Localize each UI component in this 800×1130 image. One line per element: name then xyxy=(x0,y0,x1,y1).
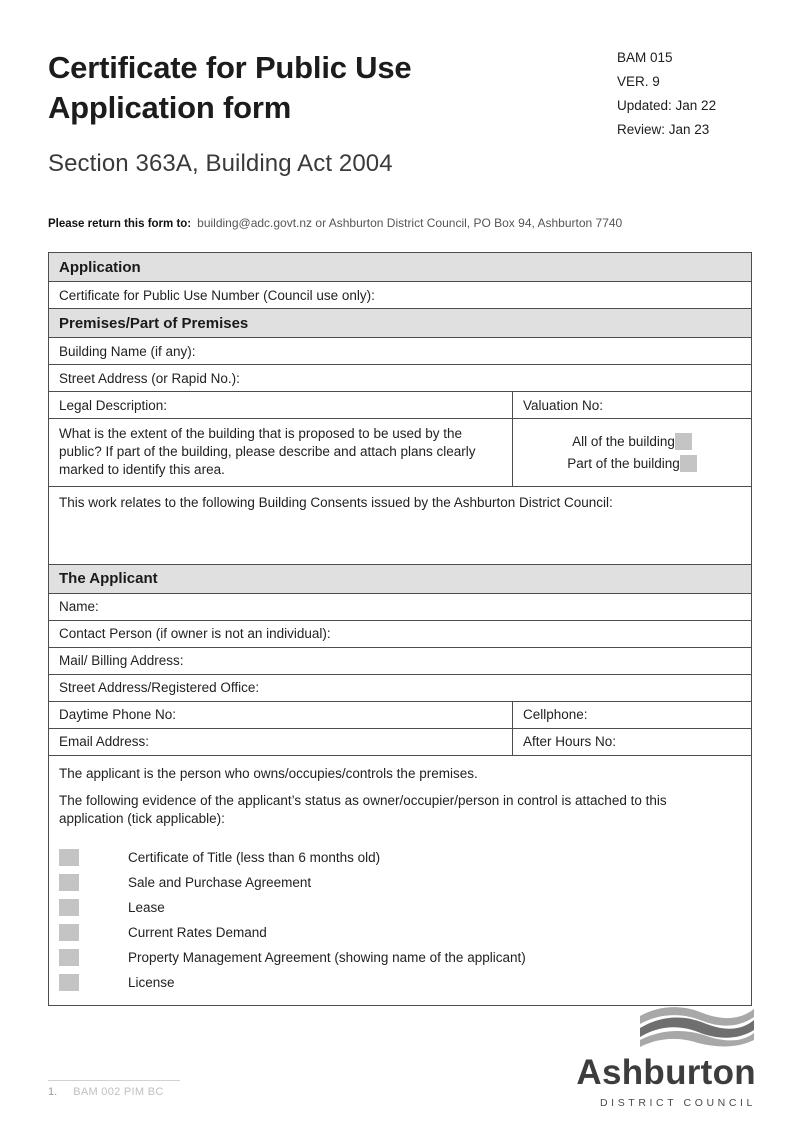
row-email-afterhours xyxy=(49,729,751,756)
daytime-phone-label: Daytime Phone No: xyxy=(59,707,177,723)
evidence-label: Certificate of Title (less than 6 months old) xyxy=(128,849,381,865)
row-contact-person xyxy=(49,621,751,648)
applicant-status-text: The applicant is the person who owns/occupies/controls the premises. xyxy=(59,765,478,781)
checkbox-all-of-building[interactable] xyxy=(675,433,692,450)
cpu-number-label: Certificate for Public Use Number (Council use only): xyxy=(59,287,375,303)
checkbox-current-rates-demand[interactable] xyxy=(59,924,79,941)
row-street-address xyxy=(49,365,751,392)
application-form-table xyxy=(48,252,752,1006)
row-legal-valuation xyxy=(49,392,751,419)
doc-updated: Updated: Jan 22 xyxy=(617,98,717,113)
after-hours-cell xyxy=(513,729,751,755)
cellphone-label: Cellphone: xyxy=(523,707,588,723)
council-subtitle: DISTRICT COUNCIL xyxy=(600,1096,756,1109)
row-building-consents xyxy=(49,487,751,565)
checkbox-part-of-building[interactable] xyxy=(680,455,697,472)
street-address-label: Street Address (or Rapid No.): xyxy=(59,370,240,386)
footer-reference xyxy=(48,1080,180,1098)
option-all-of-building xyxy=(572,433,692,450)
checkbox-property-management-agreement[interactable] xyxy=(59,949,79,966)
daytime-phone-cell xyxy=(49,702,513,728)
row-evidence xyxy=(49,756,751,1006)
list-item xyxy=(59,870,739,895)
email-label: Email Address: xyxy=(59,734,150,750)
section-premises: Premises/Part of Premises xyxy=(49,309,751,338)
checkbox-sale-purchase-agreement[interactable] xyxy=(59,874,79,891)
cellphone-cell xyxy=(513,702,751,728)
list-item xyxy=(59,920,739,945)
checkbox-license[interactable] xyxy=(59,974,79,991)
checkbox-certificate-of-title[interactable] xyxy=(59,849,79,866)
option-all-label: All of the building xyxy=(572,433,675,449)
applicant-name-label: Name: xyxy=(59,599,99,615)
option-part-of-building xyxy=(567,455,697,472)
row-phones xyxy=(49,702,751,729)
doc-meta xyxy=(617,46,716,142)
doc-code: BAM 015 xyxy=(617,50,673,65)
doc-review: Review: Jan 23 xyxy=(617,122,710,137)
page-number: 1. xyxy=(48,1086,58,1098)
email-cell xyxy=(49,729,513,755)
legal-description-label: Legal Description: xyxy=(59,397,168,413)
evidence-label: Lease xyxy=(128,899,165,915)
list-item xyxy=(59,970,739,995)
return-label: Please return this form to: xyxy=(48,218,192,230)
extent-question: What is the extent of the building that is proposed to be used by the public? If part of the building, please describe and attach plans clearly marked to identify this area. xyxy=(59,426,476,478)
row-building-name xyxy=(49,338,751,365)
building-name-label: Building Name (if any): xyxy=(59,343,196,359)
valuation-cell xyxy=(513,392,751,418)
evidence-instruction: The following evidence of the applicant’s status as owner/occupier/person in control is attached to this application (tick applicable): xyxy=(59,792,667,827)
option-part-label: Part of the building xyxy=(567,455,680,471)
legal-description-cell xyxy=(49,392,513,418)
page-title: Certificate for Public Use Application form xyxy=(48,50,412,125)
council-waves-icon xyxy=(638,1035,756,1052)
page-subtitle: Section 363A, Building Act 2004 xyxy=(48,150,393,177)
contact-person-label: Contact Person (if owner is not an individual): xyxy=(59,626,331,642)
after-hours-label: After Hours No: xyxy=(523,734,617,750)
return-instruction xyxy=(48,216,752,230)
council-logo xyxy=(546,1002,756,1109)
doc-version: VER. 9 xyxy=(617,74,660,89)
checkbox-lease[interactable] xyxy=(59,899,79,916)
list-item xyxy=(59,845,739,870)
list-item xyxy=(59,895,739,920)
valuation-label: Valuation No: xyxy=(523,397,604,413)
section-applicant: The Applicant xyxy=(49,565,751,594)
section-application: Application xyxy=(49,253,751,282)
list-item xyxy=(59,945,739,970)
doc-ref: BAM 002 PIM BC xyxy=(73,1086,164,1098)
evidence-label: License xyxy=(128,974,175,990)
extent-options-cell xyxy=(513,419,751,486)
building-consents-label: This work relates to the following Building Consents issued by the Ashburton District Council: xyxy=(59,494,613,510)
row-cpu-number xyxy=(49,282,751,309)
evidence-label: Property Management Agreement (showing name of the applicant) xyxy=(128,949,526,965)
row-mail-address xyxy=(49,648,751,675)
evidence-label: Sale and Purchase Agreement xyxy=(128,874,312,890)
street-office-label: Street Address/Registered Office: xyxy=(59,680,260,696)
row-extent xyxy=(49,419,751,487)
mail-address-label: Mail/ Billing Address: xyxy=(59,653,184,669)
evidence-label: Current Rates Demand xyxy=(128,924,267,940)
row-applicant-name xyxy=(49,594,751,621)
return-address: building@adc.govt.nz or Ashburton District Council, PO Box 94, Ashburton 7740 xyxy=(197,216,623,230)
row-street-office xyxy=(49,675,751,702)
council-name: Ashburton xyxy=(576,1053,756,1092)
evidence-list xyxy=(59,845,739,995)
extent-question-cell xyxy=(49,419,513,486)
